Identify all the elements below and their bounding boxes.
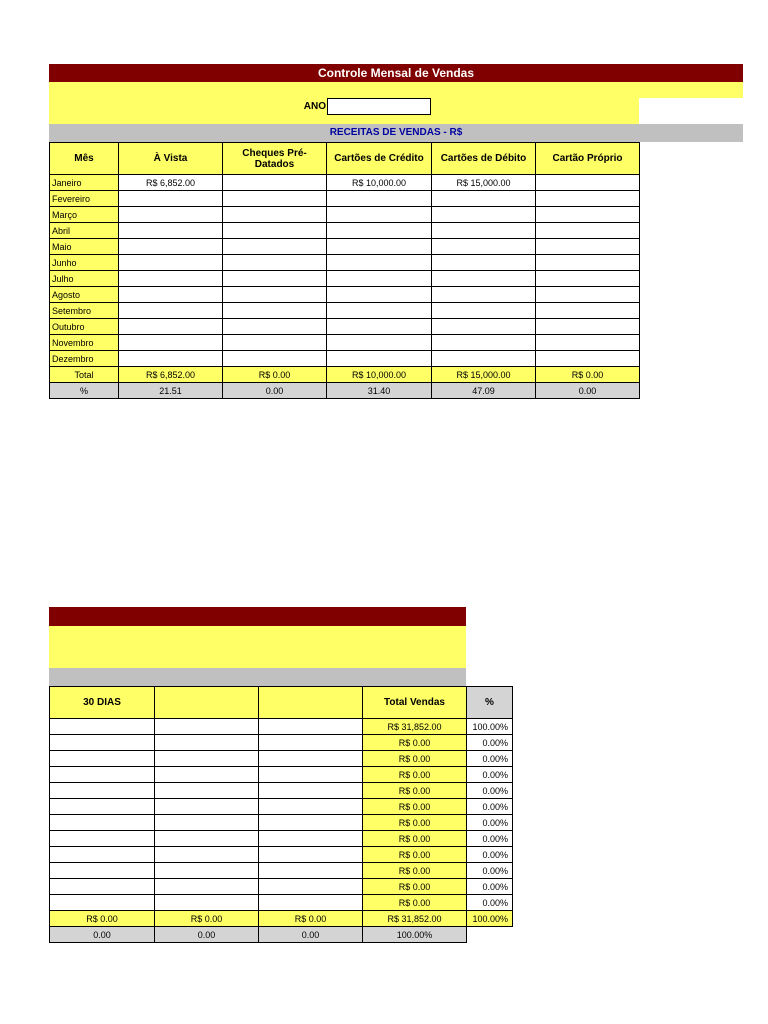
bottom-cell[interactable] [259,879,363,895]
header-a-vista: À Vista [119,143,223,175]
cell-a-vista[interactable] [119,287,223,303]
bottom-cell[interactable] [50,847,155,863]
bottom-total-cell: R$ 0.00 [155,911,259,927]
percent-cheques: 0.00 [223,383,327,399]
percent-cell: 0.00% [467,799,513,815]
cell-credito[interactable] [327,335,432,351]
month-label: Setembro [50,303,119,319]
total-vendas-cell: R$ 31,852.00 [363,719,467,735]
month-row [50,175,640,191]
cell-debito[interactable] [432,255,536,271]
bottom-cell[interactable] [50,815,155,831]
cell-debito[interactable] [432,351,536,367]
bottom-cell[interactable] [50,799,155,815]
bottom-cell[interactable] [155,815,259,831]
cell-debito[interactable] [432,271,536,287]
total-a-vista: R$ 6,852.00 [119,367,223,383]
cell-debito[interactable]: R$ 15,000.00 [432,175,536,191]
month-label: Julho [50,271,119,287]
cell-proprio[interactable] [536,319,640,335]
month-label: Outubro [50,319,119,335]
month-row [50,351,640,367]
bottom-row [50,815,513,831]
cell-cheques[interactable] [223,271,327,287]
cell-a-vista[interactable] [119,255,223,271]
bottom-row [50,735,513,751]
month-row [50,239,640,255]
bottom-cell[interactable] [259,799,363,815]
cell-debito[interactable] [432,191,536,207]
bottom-cell[interactable] [50,783,155,799]
bottom-cell[interactable] [155,799,259,815]
month-row [50,223,640,239]
bottom-cell[interactable] [50,751,155,767]
cell-cheques[interactable] [223,303,327,319]
month-label: Agosto [50,287,119,303]
cell-a-vista[interactable] [119,207,223,223]
total-label: Total [50,367,119,383]
total-row [50,367,640,383]
bottom-cell[interactable] [50,735,155,751]
cell-a-vista[interactable] [119,223,223,239]
bottom-table [49,686,513,943]
month-label: Fevereiro [50,191,119,207]
bottom-percent-blank [467,927,513,943]
cell-debito[interactable] [432,223,536,239]
bottom-cell[interactable] [259,767,363,783]
percent-label: % [50,383,119,399]
bottom-cell[interactable] [155,879,259,895]
month-row [50,287,640,303]
percent-cell: 0.00% [467,895,513,911]
percent-credito: 31.40 [327,383,432,399]
total-vendas-cell: R$ 0.00 [363,863,467,879]
bottom-cell[interactable] [50,719,155,735]
cell-debito[interactable] [432,303,536,319]
total-vendas-cell: R$ 0.00 [363,751,467,767]
bottom-row [50,863,513,879]
percent-cell: 100.00% [467,719,513,735]
bottom-title-bar [49,607,466,626]
header-cheques: Cheques Pré-Datados [223,143,327,175]
bottom-percent-cell: 0.00 [259,927,363,943]
cell-a-vista[interactable]: R$ 6,852.00 [119,175,223,191]
month-row [50,255,640,271]
bottom-cell[interactable] [155,767,259,783]
cell-credito[interactable]: R$ 10,000.00 [327,175,432,191]
bottom-cell[interactable] [155,783,259,799]
cell-cheques[interactable] [223,255,327,271]
month-label: Junho [50,255,119,271]
cell-proprio[interactable] [536,223,640,239]
bottom-total-cell: 100.00% [467,911,513,927]
header-row [50,143,640,175]
bottom-row [50,847,513,863]
cell-proprio[interactable] [536,351,640,367]
cell-a-vista[interactable] [119,319,223,335]
header-debito: Cartões de Débito [432,143,536,175]
month-row [50,335,640,351]
bottom-row [50,799,513,815]
cell-proprio[interactable] [536,271,640,287]
bottom-cell[interactable] [155,847,259,863]
bottom-cell[interactable] [259,815,363,831]
cell-cheques[interactable] [223,287,327,303]
bottom-cell[interactable] [155,831,259,847]
cell-credito[interactable] [327,223,432,239]
sheet-title-bar [49,64,743,82]
cell-proprio[interactable] [536,303,640,319]
cell-credito[interactable] [327,255,432,271]
percent-cell: 0.00% [467,815,513,831]
bottom-cell[interactable] [259,783,363,799]
cell-a-vista[interactable] [119,351,223,367]
bottom-cell[interactable] [259,863,363,879]
cell-cheques[interactable] [223,223,327,239]
total-vendas-cell: R$ 0.00 [363,799,467,815]
bottom-header-2 [155,687,259,719]
percent-cell: 0.00% [467,735,513,751]
header-proprio: Cartão Próprio [536,143,640,175]
cell-debito[interactable] [432,319,536,335]
bottom-cell[interactable] [50,863,155,879]
total-vendas-cell: R$ 0.00 [363,895,467,911]
bottom-yellow-band [49,626,466,668]
total-credito: R$ 10,000.00 [327,367,432,383]
bottom-header-row [50,687,513,719]
percent-proprio: 0.00 [536,383,640,399]
bottom-row [50,751,513,767]
cell-debito[interactable] [432,287,536,303]
bottom-header-3 [259,687,363,719]
bottom-cell[interactable] [259,719,363,735]
month-row [50,319,640,335]
cell-proprio[interactable] [536,335,640,351]
total-debito: R$ 15,000.00 [432,367,536,383]
bottom-row [50,719,513,735]
percent-cell: 0.00% [467,863,513,879]
bottom-row [50,895,513,911]
month-row [50,271,640,287]
month-row [50,191,640,207]
bottom-row [50,879,513,895]
bottom-cell[interactable] [50,895,155,911]
cell-cheques[interactable] [223,351,327,367]
header-mes: Mês [50,143,119,175]
bottom-cell[interactable] [259,847,363,863]
cell-credito[interactable] [327,287,432,303]
cell-a-vista[interactable] [119,303,223,319]
bottom-cell[interactable] [259,831,363,847]
bottom-cell[interactable] [155,895,259,911]
bottom-header-pct: % [467,687,513,719]
bottom-row [50,783,513,799]
cell-cheques[interactable] [223,207,327,223]
cell-proprio[interactable] [536,207,640,223]
cell-a-vista[interactable] [119,191,223,207]
section-title-bar [49,124,743,142]
month-label: Março [50,207,119,223]
month-label: Abril [50,223,119,239]
bottom-gray-band [49,668,466,686]
bottom-cell[interactable] [155,863,259,879]
percent-cell: 0.00% [467,847,513,863]
cell-proprio[interactable] [536,175,640,191]
total-cheques: R$ 0.00 [223,367,327,383]
bottom-cell[interactable] [259,735,363,751]
month-row [50,303,640,319]
cell-cheques[interactable] [223,191,327,207]
cell-proprio[interactable] [536,239,640,255]
cell-credito[interactable] [327,239,432,255]
percent-cell: 0.00% [467,879,513,895]
receitas-table [49,142,640,399]
percent-cell: 0.00% [467,783,513,799]
total-vendas-cell: R$ 0.00 [363,815,467,831]
percent-row [50,383,640,399]
cell-debito[interactable] [432,239,536,255]
bottom-cell[interactable] [259,895,363,911]
bottom-percent-cell: 0.00 [50,927,155,943]
bottom-total-cell: R$ 31,852.00 [363,911,467,927]
bottom-percent-cell: 0.00 [155,927,259,943]
bottom-header-total-vendas: Total Vendas [363,687,467,719]
total-vendas-cell: R$ 0.00 [363,879,467,895]
percent-cell: 0.00% [467,751,513,767]
bottom-cell[interactable] [155,719,259,735]
percent-debito: 47.09 [432,383,536,399]
bottom-percent-cell: 100.00% [363,927,467,943]
cell-credito[interactable] [327,303,432,319]
bottom-total-cell: R$ 0.00 [259,911,363,927]
total-proprio: R$ 0.00 [536,367,640,383]
bottom-cell[interactable] [50,879,155,895]
total-vendas-cell: R$ 0.00 [363,847,467,863]
bottom-row [50,831,513,847]
cell-debito[interactable] [432,207,536,223]
bottom-cell[interactable] [155,751,259,767]
header-credito: Cartões de Crédito [327,143,432,175]
bottom-row [50,767,513,783]
bottom-total-cell: R$ 0.00 [50,911,155,927]
total-vendas-cell: R$ 0.00 [363,783,467,799]
bottom-header-30-dias: 30 DIAS [50,687,155,719]
cell-proprio[interactable] [536,191,640,207]
month-label: Novembro [50,335,119,351]
ano-label: ANO [303,101,326,112]
month-label: Maio [50,239,119,255]
bottom-cell[interactable] [50,767,155,783]
bottom-cell[interactable] [155,735,259,751]
cell-credito[interactable] [327,191,432,207]
cell-credito[interactable] [327,319,432,335]
total-vendas-cell: R$ 0.00 [363,831,467,847]
month-label: Janeiro [50,175,119,191]
cell-a-vista[interactable] [119,271,223,287]
cell-credito[interactable] [327,351,432,367]
cell-a-vista[interactable] [119,239,223,255]
percent-a-vista: 21.51 [119,383,223,399]
bottom-percent-row [50,927,513,943]
cell-cheques[interactable] [223,175,327,191]
bottom-cell[interactable] [50,831,155,847]
cell-debito[interactable] [432,335,536,351]
cell-credito[interactable] [327,207,432,223]
year-row [49,82,743,98]
section-title: RECEITAS DE VENDAS - R$ [329,127,463,138]
total-vendas-cell: R$ 0.00 [363,767,467,783]
ano-input[interactable] [327,98,431,115]
cell-cheques[interactable] [223,239,327,255]
cell-proprio[interactable] [536,255,640,271]
bottom-cell[interactable] [259,751,363,767]
total-vendas-cell: R$ 0.00 [363,735,467,751]
cell-proprio[interactable] [536,287,640,303]
month-label: Dezembro [50,351,119,367]
cell-a-vista[interactable] [119,335,223,351]
percent-cell: 0.00% [467,767,513,783]
bottom-total-row [50,911,513,927]
sheet-title: Controle Mensal de Vendas [317,66,475,80]
month-row [50,207,640,223]
cell-cheques[interactable] [223,335,327,351]
cell-credito[interactable] [327,271,432,287]
percent-cell: 0.00% [467,831,513,847]
cell-cheques[interactable] [223,319,327,335]
